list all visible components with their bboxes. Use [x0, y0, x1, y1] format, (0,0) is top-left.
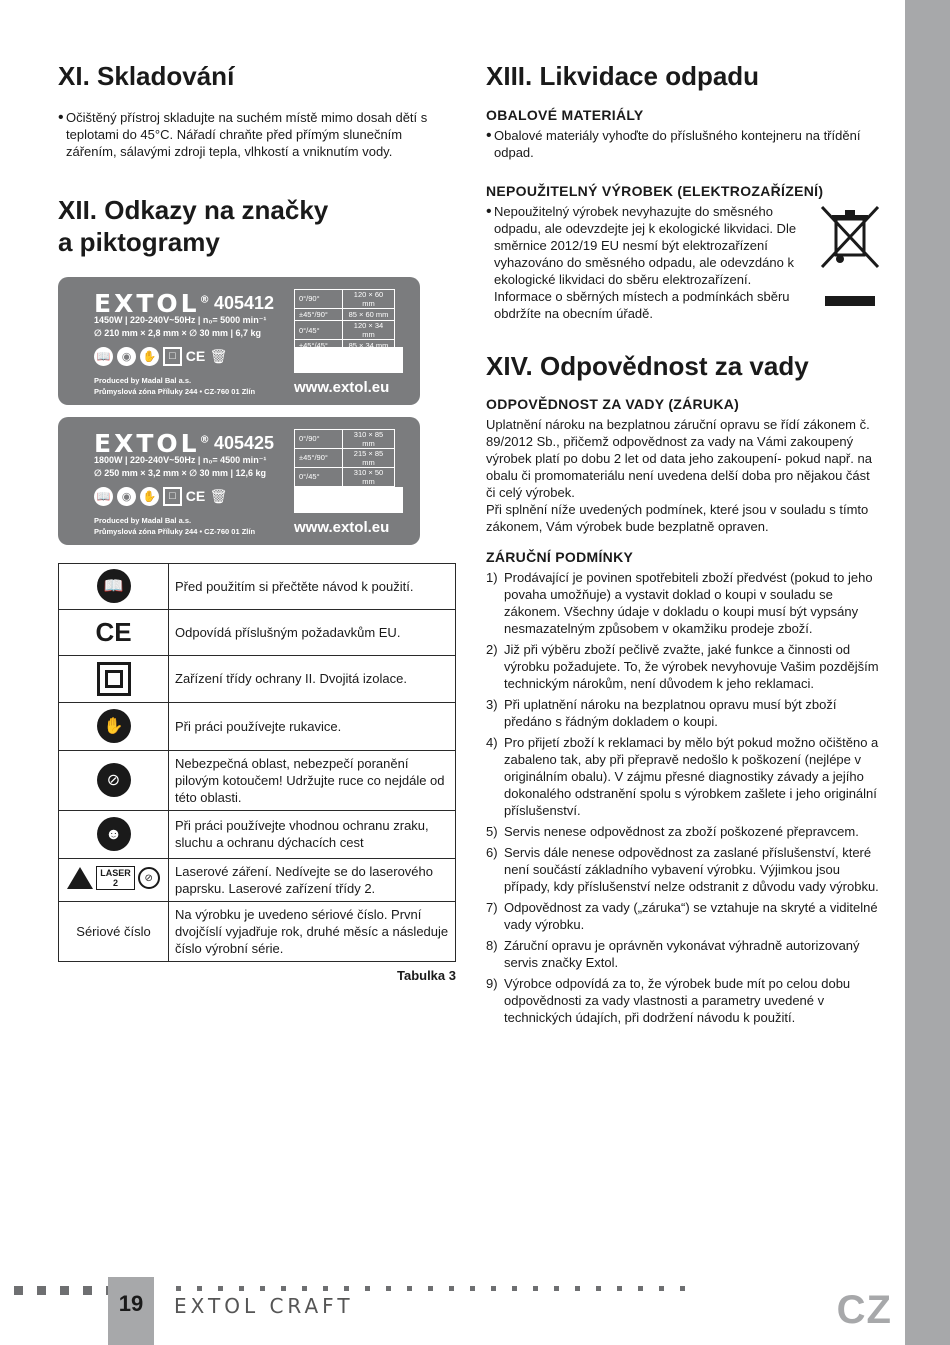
serial-number-field — [294, 347, 403, 373]
model-number: 405425 — [214, 432, 275, 453]
label-pictograms — [94, 487, 228, 506]
gloves-icon: ✋ — [140, 487, 159, 506]
ce-mark-icon: CE — [185, 348, 206, 364]
section-heading-xiv: XIV. Odpovědnost za vady — [486, 350, 809, 381]
website: www.extol.eu — [294, 378, 390, 396]
rating-label-405412 — [58, 277, 420, 405]
weee-block — [486, 203, 882, 322]
language-code: CZ — [836, 1288, 892, 1332]
face-protection-icon: ☻ — [97, 817, 131, 851]
list-item: 9) Výrobce odpovídá za to, že výrobek bude mít po celou dobu odpovědnosti za vady vlastnosti a parametry uvedené v technických údajích, při dodržení návodu k použití. — [486, 976, 851, 1025]
read-manual-icon: 📖 — [94, 347, 113, 366]
section-heading-xiii: XIII. Likvidace odpadu — [486, 61, 760, 91]
extol-logo: EXTOL® — [94, 288, 213, 318]
right-sidebar-strip — [905, 0, 950, 1345]
conditions-list — [486, 569, 882, 1026]
no-look-icon: ⊘ — [138, 867, 160, 889]
packaging-bullet: • Obalové materiály vyhoďte do příslušného kontejneru na třídění odpad. — [486, 126, 861, 160]
table-row: ⊘ Nebezpečná oblast, nebezpečí poranění pilovým kotoučem! Udržujte ruce co nejdále od této oblasti. — [59, 750, 456, 810]
spec-line-2: ∅ 250 mm × 3,2 mm × ∅ 30 mm | 12,6 kg — [94, 467, 267, 478]
face-protection-icon: ◉ — [117, 487, 136, 506]
left-column — [58, 60, 456, 983]
list-item: 1) Prodávající je povinen spotřebiteli zboží předvést (pokud to jeho povaha umožňuje) a vystavit doklad o koupi v souladu se zákonem. Všechny údaje v dokladu o koupi musí být vypsány nesmazatelným způsobem v okamžiku prodeje zboží. — [486, 570, 873, 636]
table-caption: Tabulka 3 — [396, 967, 456, 983]
read-manual-icon: 📖 — [97, 569, 131, 603]
extol-logo: EXTOL® — [94, 428, 213, 458]
subheading-weee: NEPOUŽITELNÝ VÝROBEK (ELEKTROZAŘÍZENÍ) — [486, 182, 824, 199]
weee-symbol — [818, 205, 882, 322]
model-number: 405412 — [214, 292, 275, 313]
spec-line-1: 1800W | 220-240V~50Hz | n₀= 4500 min⁻¹ — [94, 454, 267, 465]
brand-footer: EXTOL CRAFT — [174, 1294, 354, 1318]
list-item: 3) Při uplatnění nároku na bezplatnou opravu musí být zboží předáno s řádným dokladem o koupi. — [486, 697, 837, 729]
cut-capacity-table: 0°/90° 310 × 85 mm ±45°/90° 215 × 85 mm 0°/45° 310 × 50 mm — [294, 429, 395, 506]
weee-bar — [825, 296, 875, 306]
list-item: 5) Servis nenese odpovědnost za zboží poškozené přepravcem. — [486, 824, 859, 839]
list-item: 8) Záruční opravu je oprávněn vykonávat výhradně autorizovaný servis značky Extol. — [486, 938, 860, 970]
weee-bullet: • Nepoužitelný výrobek nevyhazujte do směsného odpadu, ale odevzdejte jej k ekologické likvidaci. Dle směrnice 2012/19 EU nesmí být elektrozařízení vyhazováno do směsného odpadu, ale odevzdáno k ekologické likvidaci do sběru elektrozařízení. Informace o sběrných místech a podmínkách sběru obdržíte na obecním úřadě. — [486, 202, 797, 321]
weee-bin-icon: 🗑 — [209, 487, 228, 504]
class-ii-icon: □ — [163, 347, 182, 366]
footer-squares — [14, 1286, 115, 1295]
list-item: 7) Odpovědnost za vady („záruka“) se vztahuje na skryté a viditelné vady výrobku. — [486, 900, 878, 932]
crossed-bin-icon — [818, 205, 882, 277]
table-row: Sériové číslo Na výrobku je uvedeno sériové číslo. První dvojčíslí vyjadřuje rok, druhé měsíc a následuje číslo výrobní série. — [59, 901, 456, 961]
storage-text: Očištěný přístroj skladujte na suchém místě mimo dosah dětí s teplotami do 45°C. Nářadí chraňte před přímým slunečním zářením, sálavými zdroji tepla, vlhkostí a vniknutím vody. — [66, 109, 428, 159]
ce-mark-icon: CE — [185, 488, 206, 504]
spec-line-1: 1450W | 220-240V~50Hz | n₀= 5000 min⁻¹ — [94, 314, 267, 325]
manufacturer-info: Produced by Madal Bal a.s. Průmyslová zóna Příluky 244 • CZ-760 01 Zlín — [94, 375, 256, 396]
laser-class-box: LASER 2 — [96, 866, 135, 890]
right-column — [486, 60, 882, 1030]
cut-capacity-table: 0°/90° 120 × 60 mm ±45°/90° 85 × 60 mm 0°/45° 120 × 34 mm — [294, 289, 395, 353]
section-heading-xi: XI. Skladování — [58, 61, 235, 91]
manufacturer-info: Produced by Madal Bal a.s. Průmyslová zóna Příluky 244 • CZ-760 01 Zlín — [94, 515, 256, 536]
table-row: 📖 Před použitím si přečtěte návod k použití. — [59, 563, 456, 609]
serial-number-label: Sériové číslo — [59, 901, 169, 961]
page-number: 19 — [108, 1277, 154, 1345]
storage-bullet: • Očištěný přístroj skladujte na suchém místě mimo dosah dětí s teplotami do 45°C. Nářadí chraňte před přímým slunečním zářením, sálavými zdroji tepla, vlhkostí a vniknutím vody. — [58, 109, 456, 160]
list-item: 6) Servis dále nenese odpovědnost za zaslané příslušenství, které není součástí základního vybavení výrobku. Výjimkou jsou případy, kdy příslušenství nelze odstranit z důvodu vady výrobku. — [486, 845, 879, 894]
table-row: ☻ Při práci používejte vhodnou ochranu zraku, sluchu a ochranu dýchacích cest — [59, 810, 456, 858]
list-item: 2) Již při výběru zboží pečlivě zvažte, jaké funkce a činnosti od výrobku požadujete. To, že výrobek nevyhovuje Vašim pozdějším technickým nárokům, není důvodem k jeho reklamaci. — [486, 642, 879, 691]
section-heading-xii: XII. Odkazy na značky a piktogramy — [58, 194, 329, 257]
subheading-packaging: OBALOVÉ MATERIÁLY — [486, 106, 644, 123]
laser-warning-icon — [67, 867, 93, 889]
website: www.extol.eu — [294, 518, 390, 536]
laser-icon — [67, 866, 160, 890]
serial-number-field — [294, 487, 403, 513]
warranty-paragraph-1: Uplatnění nároku na bezplatnou záruční opravu se řídí zákonem č. 89/2012 Sb., přičemž odpovědnost za vady na Vámi zakoupený výrobek platí po dobu 2 let od data jeho zakoupení- pokud např. na obalu či promomateriálu není uvedena delší doba pro nějakou část či celý výrobek. — [486, 417, 872, 500]
class-ii-icon — [97, 662, 131, 696]
table-row: ✋ Při práci používejte rukavice. — [59, 702, 456, 750]
subheading-conditions: ZÁRUČNÍ PODMÍNKY — [486, 549, 634, 565]
table-row: CE Odpovídá příslušným požadavkům EU. — [59, 609, 456, 655]
label-pictograms — [94, 347, 228, 366]
table-row: Zařízení třídy ochrany II. Dvojitá izolace. — [59, 655, 456, 702]
hand-danger-icon: ⊘ — [97, 763, 131, 797]
gloves-icon: ✋ — [140, 347, 159, 366]
rating-label-405425 — [58, 417, 420, 545]
weee-bin-icon: 🗑 — [209, 347, 228, 364]
list-item: 4) Pro přijetí zboží k reklamaci by mělo být pokud možno očištěno a zabaleno tak, aby při přepravě nedošlo k poškození (nejlépe v originálním obalu). V zájmu přesné diagnostiky závady a jejího dokonalého odstranění spolu s výrobkem zašlete i jeho originální příslušenství. — [486, 735, 879, 818]
spec-line-2: ∅ 210 mm × 2,8 mm × ∅ 30 mm | 6,7 kg — [94, 327, 262, 338]
footer-dots — [176, 1286, 685, 1291]
warranty-paragraph-2: Při splnění níže uvedených podmínek, které jsou v souladu s tímto zákonem, Vám výrobek bude bezplatně opraven. — [486, 502, 869, 534]
gloves-icon: ✋ — [97, 709, 131, 743]
subheading-warranty: ODPOVĚDNOST ZA VADY (ZÁRUKA) — [486, 396, 740, 412]
pictogram-table — [58, 563, 456, 962]
class-ii-icon: □ — [163, 487, 182, 506]
table-row: LASER 2 ⊘ Laserové záření. Nedívejte se do laserového paprsku. Laserové zařízení třídy 2. — [59, 858, 456, 901]
face-protection-icon: ◉ — [117, 347, 136, 366]
read-manual-icon: 📖 — [94, 487, 113, 506]
ce-mark-icon: CE — [95, 616, 132, 647]
